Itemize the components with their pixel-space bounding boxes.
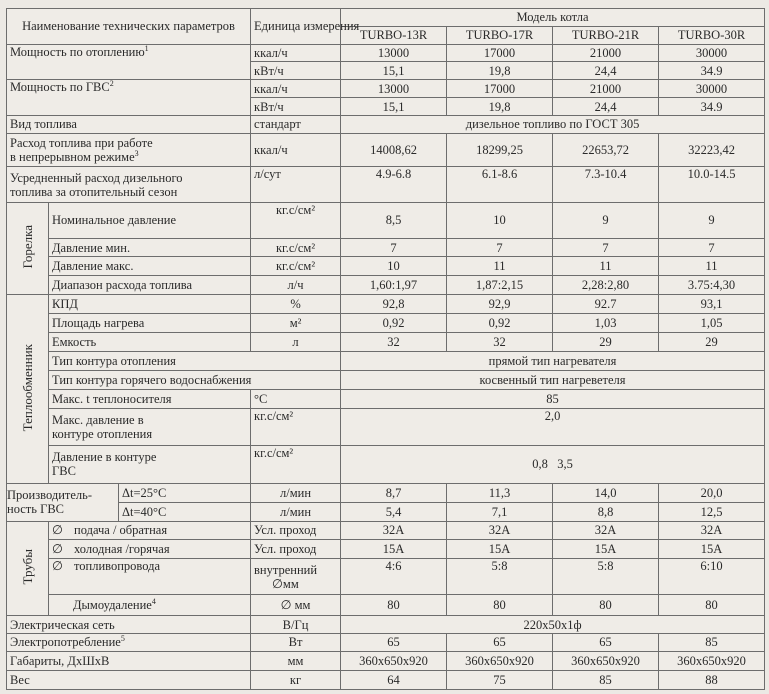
value: 9 bbox=[659, 202, 765, 238]
dhw-pressure-value: 0,8 3,5 bbox=[341, 445, 765, 483]
value: 1,03 bbox=[553, 314, 659, 333]
value: 80 bbox=[553, 595, 659, 616]
unit: В/Гц bbox=[251, 616, 341, 634]
unit: м² bbox=[251, 314, 341, 333]
value: 29 bbox=[659, 333, 765, 352]
heat-exchanger-row bbox=[7, 295, 765, 314]
value: 0,92 bbox=[447, 314, 553, 333]
unit: кг.с/см² bbox=[251, 445, 341, 483]
value: 360x650x920 bbox=[553, 651, 659, 670]
heat-exchanger-row bbox=[7, 333, 765, 352]
hx-row-label: Площадь нагрева bbox=[49, 314, 251, 333]
dhw-power-label: Мощность по ГВС$^2$ bbox=[7, 80, 251, 116]
weight-row bbox=[7, 670, 765, 689]
dhw-capacity-label: Производитель- ность ГВС bbox=[7, 483, 119, 521]
value: 0,92 bbox=[341, 314, 447, 333]
value: 10.0-14.5 bbox=[659, 167, 765, 203]
unit: кг.с/см² bbox=[251, 202, 341, 238]
avg-consumption-label: Усредненный расход дизельного топлива за отопительный сезон bbox=[7, 167, 251, 203]
value: 5:8 bbox=[447, 559, 553, 595]
dhw-circuit-row bbox=[7, 371, 765, 390]
dhw-circuit-value: косвенный тип нагреветеля bbox=[341, 371, 765, 390]
value: 14,0 bbox=[553, 483, 659, 502]
value: 5,4 bbox=[341, 502, 447, 521]
value: 92,8 bbox=[341, 295, 447, 314]
unit: кВт/ч bbox=[251, 98, 341, 116]
value: 21000 bbox=[553, 80, 659, 98]
value: 12,5 bbox=[659, 502, 765, 521]
burner-row-label: Давление мин. bbox=[49, 238, 251, 257]
value: 360x650x920 bbox=[447, 651, 553, 670]
value: 85 bbox=[553, 670, 659, 689]
hx-row-label: Емкость bbox=[49, 333, 251, 352]
burner-row bbox=[7, 202, 765, 238]
value: 64 bbox=[341, 670, 447, 689]
heat-exchanger-row bbox=[7, 314, 765, 333]
diameter-icon: ∅ bbox=[52, 523, 63, 538]
value: 22653,72 bbox=[553, 133, 659, 166]
value: 10 bbox=[447, 202, 553, 238]
max-pressure-label: Макс. давление в контуре отопления bbox=[49, 408, 251, 445]
unit: ккал/ч bbox=[251, 133, 341, 166]
value: 32 bbox=[447, 333, 553, 352]
pipes-row bbox=[7, 559, 765, 595]
max-temp-label: Макс. t теплоносителя bbox=[49, 390, 251, 409]
max-pressure-row bbox=[7, 408, 765, 445]
value: 17000 bbox=[447, 44, 553, 62]
fuel-consumption-row bbox=[7, 133, 765, 166]
value: 8,7 bbox=[341, 483, 447, 502]
unit: л/ч bbox=[251, 276, 341, 295]
value: 32223,42 bbox=[659, 133, 765, 166]
delta-t: Δt=25°С bbox=[119, 483, 251, 502]
unit: Усл. проход bbox=[251, 521, 341, 540]
unit: ∅ мм bbox=[251, 595, 341, 616]
value: 80 bbox=[341, 595, 447, 616]
value: 93,1 bbox=[659, 295, 765, 314]
value: 15A bbox=[447, 540, 553, 559]
unit: кг.с/см² bbox=[251, 408, 341, 445]
value: 24,4 bbox=[553, 62, 659, 80]
value: 8,5 bbox=[341, 202, 447, 238]
heating-circuit-row bbox=[7, 352, 765, 371]
unit: л bbox=[251, 333, 341, 352]
unit: л/мин bbox=[251, 483, 341, 502]
burner-row bbox=[7, 257, 765, 276]
value: 15A bbox=[553, 540, 659, 559]
burner-row-label: Номинальное давление bbox=[49, 202, 251, 238]
value: 13000 bbox=[341, 44, 447, 62]
value: 7,1 bbox=[447, 502, 553, 521]
fuel-type-label: Вид топлива bbox=[7, 115, 251, 133]
unit: % bbox=[251, 295, 341, 314]
value: 2,28:2,80 bbox=[553, 276, 659, 295]
power-supply-row bbox=[7, 616, 765, 634]
pipes-row bbox=[7, 595, 765, 616]
value: 88 bbox=[659, 670, 765, 689]
value: 65 bbox=[341, 634, 447, 652]
power-supply-value: 220x50x1ф bbox=[341, 616, 765, 634]
unit: Усл. проход bbox=[251, 540, 341, 559]
unit: кВт/ч bbox=[251, 62, 341, 80]
unit: ккал/ч bbox=[251, 44, 341, 62]
delta-t: Δt=40°С bbox=[119, 502, 251, 521]
diameter-icon: ∅ bbox=[52, 542, 63, 557]
unit: ккал/ч bbox=[251, 80, 341, 98]
header-row bbox=[7, 9, 765, 27]
value: 15A bbox=[341, 540, 447, 559]
value: 15,1 bbox=[341, 62, 447, 80]
pipes-row bbox=[7, 540, 765, 559]
value: 360x650x920 bbox=[659, 651, 765, 670]
dimensions-row bbox=[7, 651, 765, 670]
value: 1,05 bbox=[659, 314, 765, 333]
burner-row bbox=[7, 238, 765, 257]
value: 65 bbox=[553, 634, 659, 652]
value: 13000 bbox=[341, 80, 447, 98]
value: 6:10 bbox=[659, 559, 765, 595]
dhw-pressure-row bbox=[7, 445, 765, 483]
value: 20,0 bbox=[659, 483, 765, 502]
diameter-icon: ∅ bbox=[52, 559, 63, 574]
value: 21000 bbox=[553, 44, 659, 62]
value: 75 bbox=[447, 670, 553, 689]
unit: Вт bbox=[251, 634, 341, 652]
value: 30000 bbox=[659, 80, 765, 98]
fuel-type-value: дизельное топливо по ГОСТ 305 bbox=[341, 115, 765, 133]
value: 11 bbox=[659, 257, 765, 276]
param-title: Наименование технических параметров bbox=[7, 9, 251, 45]
unit: кг bbox=[251, 670, 341, 689]
heating-power-row bbox=[7, 44, 765, 62]
unit: стандарт bbox=[251, 115, 341, 133]
value: 65 bbox=[447, 634, 553, 652]
dhw-pressure-label: Давление в контуре ГВС bbox=[49, 445, 251, 483]
unit: кг.с/см² bbox=[251, 238, 341, 257]
unit: внутренний ∅мм bbox=[251, 559, 341, 595]
value: 92.7 bbox=[553, 295, 659, 314]
unit: л/мин bbox=[251, 502, 341, 521]
burner-row bbox=[7, 276, 765, 295]
value: 34.9 bbox=[659, 62, 765, 80]
spec-sheet bbox=[6, 8, 764, 690]
value: 32 bbox=[341, 333, 447, 352]
pipe-row-label: ∅ подача / обратная bbox=[49, 521, 251, 540]
chimney-label: Дымоудаление$^4$ bbox=[49, 595, 251, 616]
model-title: Модель котла bbox=[341, 9, 765, 27]
value: 7 bbox=[341, 238, 447, 257]
fuel-type-row bbox=[7, 115, 765, 133]
model-name: TURBO-13R bbox=[341, 26, 447, 44]
burner-group-label: Горелка bbox=[7, 202, 49, 294]
burner-row-label: Диапазон расхода топлива bbox=[49, 276, 251, 295]
value: 4:6 bbox=[341, 559, 447, 595]
pipe-row-label: ∅ холодная /горячая bbox=[49, 540, 251, 559]
value: 3.75:4,30 bbox=[659, 276, 765, 295]
power-consumption-row bbox=[7, 634, 765, 652]
burner-row-label: Давление макс. bbox=[49, 257, 251, 276]
value: 7 bbox=[553, 238, 659, 257]
heat-exchanger-group-label: Теплообменник bbox=[7, 295, 49, 483]
heating-circuit-value: прямой тип нагревателя bbox=[341, 352, 765, 371]
unit: кг.с/см² bbox=[251, 257, 341, 276]
dhw-capacity-row bbox=[7, 483, 765, 502]
value: 1,60:1,97 bbox=[341, 276, 447, 295]
avg-consumption-row bbox=[7, 167, 765, 203]
value: 18299,25 bbox=[447, 133, 553, 166]
pipes-group-label: Трубы bbox=[7, 521, 49, 616]
unit: °С bbox=[251, 390, 341, 409]
max-temp-value: 85 bbox=[341, 390, 765, 409]
value: 7.3-10.4 bbox=[553, 167, 659, 203]
value: 92,9 bbox=[447, 295, 553, 314]
value: 7 bbox=[659, 238, 765, 257]
value: 32A bbox=[341, 521, 447, 540]
value: 80 bbox=[659, 595, 765, 616]
dhw-power-row bbox=[7, 80, 765, 98]
boiler-spec-table bbox=[6, 8, 765, 690]
value: 34.9 bbox=[659, 98, 765, 116]
heating-circuit-label: Тип контура отопления bbox=[49, 352, 341, 371]
value: 24,4 bbox=[553, 98, 659, 116]
value: 4.9-6.8 bbox=[341, 167, 447, 203]
power-consumption-label: Электропотребление$^5$ bbox=[7, 634, 251, 652]
value: 9 bbox=[553, 202, 659, 238]
heating-power-label: Мощность по отоплению$^1$ bbox=[7, 44, 251, 80]
power-supply-label: Электрическая сеть bbox=[7, 616, 251, 634]
value: 29 bbox=[553, 333, 659, 352]
value: 32A bbox=[659, 521, 765, 540]
value: 30000 bbox=[659, 44, 765, 62]
value: 11,3 bbox=[447, 483, 553, 502]
model-name: TURBO-21R bbox=[553, 26, 659, 44]
max-temp-row bbox=[7, 390, 765, 409]
value: 6.1-8.6 bbox=[447, 167, 553, 203]
fuel-consumption-label: Расход топлива при работе в непрерывном режиме$^3$ bbox=[7, 133, 251, 166]
value: 32A bbox=[447, 521, 553, 540]
value: 8,8 bbox=[553, 502, 659, 521]
value: 1,87:2,15 bbox=[447, 276, 553, 295]
value: 11 bbox=[553, 257, 659, 276]
dimensions-label: Габариты, ДхШхВ bbox=[7, 651, 251, 670]
unit: мм bbox=[251, 651, 341, 670]
value: 15,1 bbox=[341, 98, 447, 116]
value: 10 bbox=[341, 257, 447, 276]
value: 15A bbox=[659, 540, 765, 559]
value: 32A bbox=[553, 521, 659, 540]
pipes-row bbox=[7, 521, 765, 540]
value: 11 bbox=[447, 257, 553, 276]
dhw-capacity-row bbox=[7, 502, 765, 521]
value: 19,8 bbox=[447, 62, 553, 80]
model-name: TURBO-17R bbox=[447, 26, 553, 44]
value: 17000 bbox=[447, 80, 553, 98]
hx-row-label: КПД bbox=[49, 295, 251, 314]
value: 5:8 bbox=[553, 559, 659, 595]
value: 85 bbox=[659, 634, 765, 652]
dhw-circuit-label: Тип контура горячего водоснабжения bbox=[49, 371, 341, 390]
value: 80 bbox=[447, 595, 553, 616]
model-name: TURBO-30R bbox=[659, 26, 765, 44]
value: 19,8 bbox=[447, 98, 553, 116]
value: 7 bbox=[447, 238, 553, 257]
max-pressure-value: 2,0 bbox=[341, 408, 765, 445]
unit-title: Единица измерения bbox=[251, 9, 341, 45]
weight-label: Вес bbox=[7, 670, 251, 689]
unit: л/сут bbox=[251, 167, 341, 203]
pipe-row-label: ∅ топливопровода bbox=[49, 559, 251, 595]
value: 14008,62 bbox=[341, 133, 447, 166]
value: 360x650x920 bbox=[341, 651, 447, 670]
